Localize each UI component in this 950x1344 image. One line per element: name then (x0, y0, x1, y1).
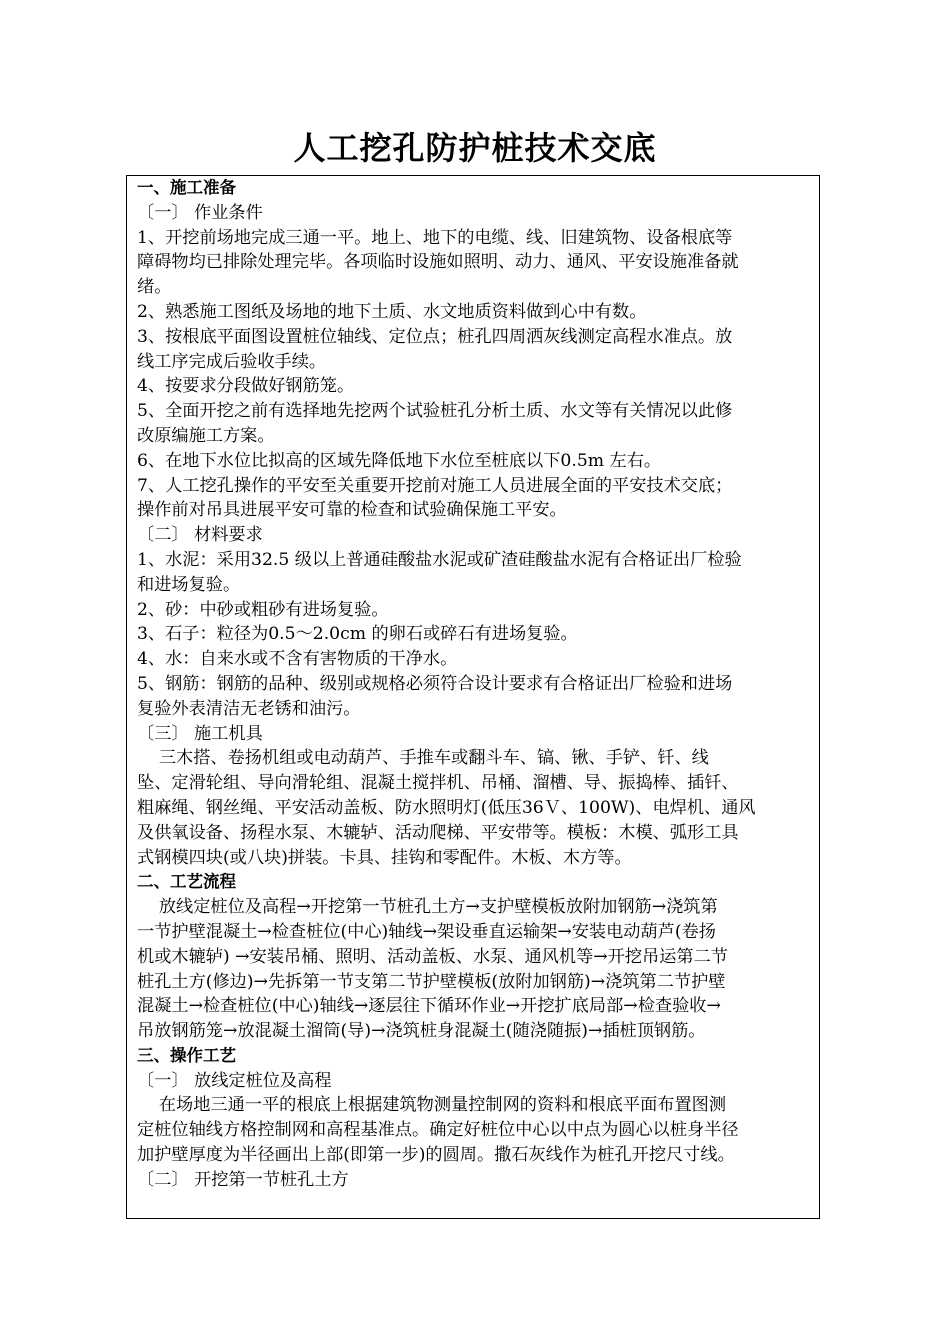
text-line: 线工序完成后验收手续。 (137, 351, 327, 372)
text-line: 障碍物均已排除处理完毕。各项临时设施如照明、动力、通风、平安设施准备就 (137, 252, 739, 273)
text-line: 及供氧设备、扬程水泵、木辘轳、活动爬梯、平安带等。模板：木模、弧形工具 (137, 822, 739, 843)
text-line: 3、石子：粒径为0.5～2.0cm 的卵石或碎石有进场复验。 (137, 624, 578, 645)
text-line: 和进场复验。 (137, 574, 241, 595)
text-line: 在场地三通一平的根底上根据建筑物测量控制网的资料和根底平面布置图测 (137, 1095, 727, 1116)
text-line: 三木搭、卷扬机组或电动葫芦、手推车或翻斗车、镐、锹、手铲、钎、线 (137, 748, 709, 769)
content-table (126, 175, 820, 1219)
text-line: 4、按要求分段做好钢筋笼。 (137, 376, 355, 397)
text-line: 5、全面开挖之前有选择地先挖两个试验桩孔分析土质、水文等有关情况以此修 (137, 401, 733, 422)
section-heading: 二、工艺流程 (137, 872, 236, 892)
text-line: 定桩位轴线方格控制网和高程基准点。确定好桩位中心以中点为圆心以桩身半径 (137, 1120, 739, 1141)
text-line: 放线定桩位及高程→开挖第一节桩孔土方→支护壁模板放附加钢筋→浇筑第 (137, 897, 718, 918)
text-line: 2、砂：中砂或粗砂有进场复验。 (137, 599, 389, 620)
text-line: 式钢模四块(或八块)拼装。卡具、挂钩和零配件。木板、木方等。 (137, 847, 632, 868)
section-heading: 一、施工准备 (137, 178, 236, 197)
text-line: 一节护壁混凝土→检查桩位(中心)轴线→架设垂直运输架→安装电动葫芦(卷扬 (137, 921, 716, 942)
text-line: 6、在地下水位比拟高的区域先降低地下水位至桩底以下0.5m 左右。 (137, 450, 662, 471)
text-line: 7、人工挖孔操作的平安至关重要开挖前对施工人员进展全面的平安技术交底； (137, 475, 733, 496)
text-line: 〔三〕 施工机具 (137, 723, 263, 744)
text-line: 加护壁厚度为半径画出上部(即第一步)的圆周。撒石灰线作为桩孔开挖尺寸线。 (137, 1145, 735, 1166)
text-line: 〔二〕 材料要求 (137, 525, 263, 546)
text-line: 复验外表清洁无老锈和油污。 (137, 698, 361, 719)
text-line: 桩孔土方(修边)→先拆第一节支第二节护壁模板(放附加钢筋)→浇筑第二节护壁 (137, 971, 726, 992)
document-title: 人工挖孔防护桩技术交底 (293, 129, 657, 167)
text-line: 5、钢筋：钢筋的品种、级别或规格必须符合设计要求有合格证出厂检验和进场 (137, 673, 733, 694)
text-line: 4、水：自来水或不含有害物质的干净水。 (137, 649, 458, 670)
text-line: 坠、定滑轮组、导向滑轮组、混凝土搅拌机、吊桶、溜槽、导、振捣棒、插钎、 (137, 773, 739, 794)
content-body (137, 176, 813, 1193)
text-line: 混凝土→检查桩位(中心)轴线→逐层往下循环作业→开挖扩底局部→检查验收→ (137, 996, 721, 1017)
text-line: 粗麻绳、钢丝绳、平安活动盖板、防水照明灯(低压36Ｖ、100W)、电焊机、通风 (137, 797, 756, 818)
text-line: 机或木辘轳) →安装吊桶、照明、活动盖板、水泵、通风机等→开挖吊运第二节 (137, 946, 728, 967)
section-heading: 三、操作工艺 (137, 1045, 236, 1065)
text-line: 1、开挖前场地完成三通一平。地上、地下的电缆、线、旧建筑物、设备根底等 (137, 227, 733, 248)
text-line: 〔一〕 作业条件 (137, 202, 263, 223)
text-line: 操作前对吊具进展平安可靠的检查和试验确保施工平安。 (137, 500, 567, 521)
text-line: 〔一〕 放线定桩位及高程 (137, 1070, 332, 1091)
text-line: 改原编施工方案。 (137, 425, 275, 446)
text-line: 1、水泥：采用32.5 级以上普通硅酸盐水泥或矿渣硅酸盐水泥有合格证出厂检验 (137, 549, 742, 570)
text-line: 〔二〕 开挖第一节桩孔土方 (137, 1169, 349, 1190)
text-line: 2、熟悉施工图纸及场地的地下土质、水文地质资料做到心中有数。 (137, 301, 647, 322)
text-line: 绪。 (137, 277, 172, 298)
text-line: 吊放钢筋笼→放混凝土溜筒(导)→浇筑桩身混凝土(随浇随振)→插桩顶钢筋。 (137, 1021, 706, 1042)
text-line: 3、按根底平面图设置桩位轴线、定位点；桩孔四周洒灰线测定高程水准点。放 (137, 326, 733, 347)
